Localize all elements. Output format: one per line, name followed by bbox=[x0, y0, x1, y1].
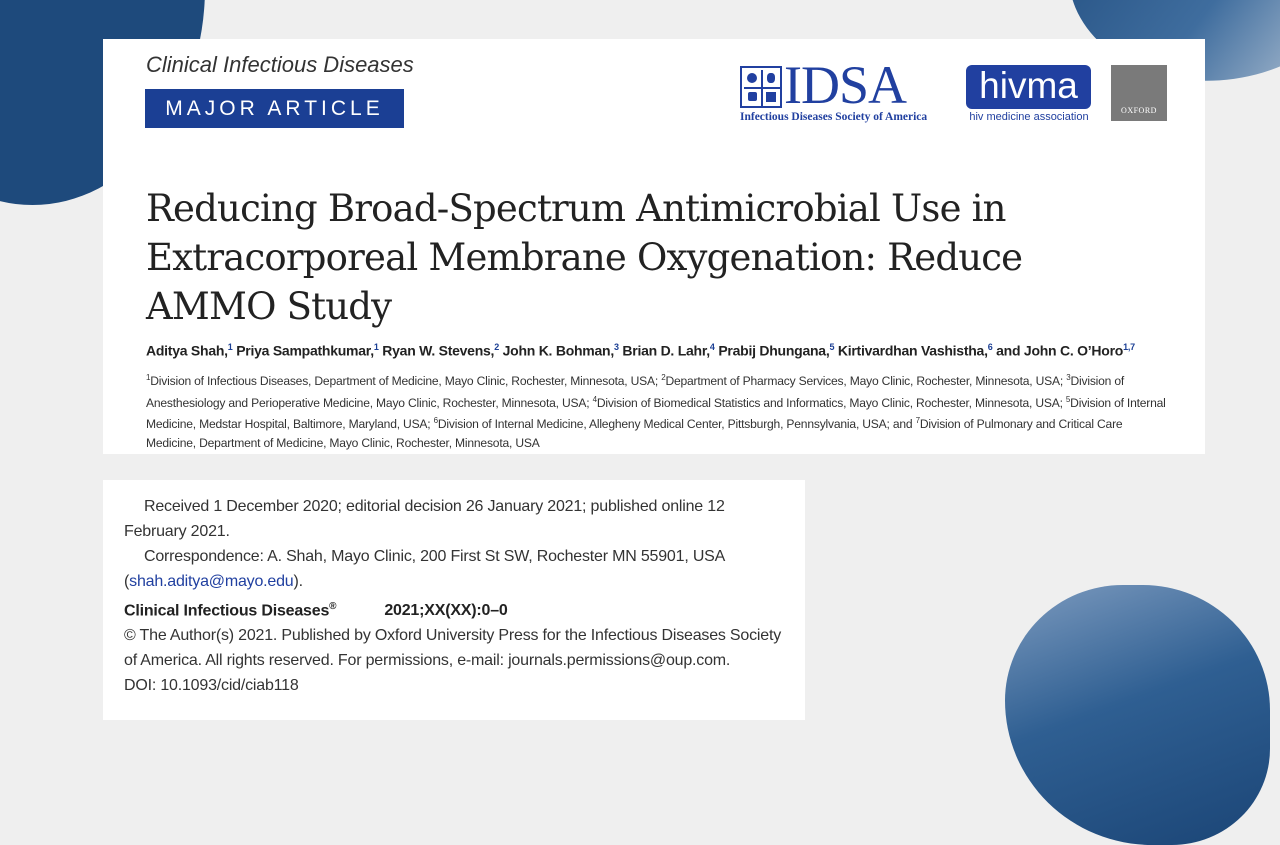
idsa-subtitle: Infectious Diseases Society of America bbox=[740, 111, 928, 123]
affiliation-mark: 7 bbox=[915, 416, 920, 426]
author-name: Prabij Dhungana, bbox=[718, 342, 830, 359]
author-name: Brian D. Lahr, bbox=[622, 342, 710, 359]
article-info bbox=[124, 494, 790, 698]
author-affiliation-mark: 5 bbox=[829, 342, 835, 352]
author-name: and John C. O’Horo bbox=[996, 342, 1124, 359]
affiliation-text: Division of Biomedical Statistics and Informatics, Mayo Clinic, Rochester, Minnesota, USA; bbox=[596, 395, 1066, 410]
idsa-wordmark: IDSA bbox=[784, 55, 907, 115]
author-affiliation-mark: 6 bbox=[987, 342, 993, 352]
citation-line bbox=[124, 594, 790, 623]
author-affiliation-mark: 1 bbox=[227, 342, 233, 352]
affiliation-text: Division of Anesthesiology and Perioperative Medicine, Mayo Clinic, Rochester, Minnesota, USA; bbox=[146, 374, 1125, 410]
idsa-emblem-icon bbox=[740, 66, 782, 108]
author-affiliation-mark: 2 bbox=[494, 342, 499, 352]
affiliations bbox=[146, 369, 1166, 452]
author-affiliation-mark: 1,7 bbox=[1123, 342, 1135, 352]
correspondence bbox=[124, 544, 790, 594]
hivma-wordmark: hivma bbox=[966, 65, 1091, 109]
affiliation-mark: 3 bbox=[1066, 373, 1071, 382]
author-name: Kirtivardhan Vashistha, bbox=[837, 342, 988, 359]
author-affiliation-mark: 1 bbox=[373, 342, 379, 352]
affiliation-text: Department of Pharmacy Services, Mayo Clinic, Rochester, Minnesota, USA; bbox=[665, 374, 1067, 389]
title-line: Reducing Broad-Spectrum Antimicrobial Use in bbox=[146, 187, 1006, 230]
title-line: AMMO Study bbox=[146, 285, 392, 328]
author-name: Priya Sampathkumar, bbox=[236, 342, 374, 359]
article-title bbox=[146, 184, 1066, 331]
affiliation-mark: 1 bbox=[146, 373, 151, 382]
author-name: Ryan W. Stevens, bbox=[382, 342, 495, 359]
affiliation-text: Division of Internal Medicine, Allegheny Medical Center, Pittsburgh, Pennsylvania, USA; and bbox=[437, 417, 916, 432]
copyright-notice: © The Author(s) 2021. Published by Oxford University Press for the Infectious Diseases Society of America. All rights reserved. For permissions, e-mail: journals.permissions@oup.com. bbox=[124, 627, 782, 670]
author-affiliation-mark: 3 bbox=[613, 342, 619, 352]
doi: DOI: 10.1093/cid/ciab118 bbox=[124, 677, 299, 695]
affiliation-text: Division of Internal Medicine, Medstar Hospital, Baltimore, Maryland, USA; bbox=[146, 395, 1166, 432]
citation-journal: Clinical Infectious Diseases bbox=[124, 602, 330, 620]
journal-name: Clinical Infectious Diseases bbox=[146, 52, 414, 77]
hivma-subtitle: hiv medicine association bbox=[969, 111, 1089, 123]
idsa-logo bbox=[740, 55, 955, 124]
author-affiliation-mark: 4 bbox=[709, 342, 715, 352]
received-dates: Received 1 December 2020; editorial decision 26 January 2021; published online 12 February 2021. bbox=[124, 498, 725, 540]
author-list bbox=[146, 342, 1186, 359]
affiliation-mark: 2 bbox=[661, 373, 666, 382]
article-type-banner: MAJOR ARTICLE bbox=[145, 89, 404, 128]
hivma-logo bbox=[966, 65, 1092, 125]
correspondence-text: Correspondence: A. Shah, Mayo Clinic, 200 First St SW, Rochester MN 55901, USA ( bbox=[124, 548, 725, 590]
affiliation-mark: 5 bbox=[1065, 394, 1071, 404]
citation-volume: 2021;XX(XX):0–0 bbox=[384, 602, 508, 620]
correspondence-email-link[interactable]: shah.aditya@mayo.edu bbox=[129, 573, 294, 590]
affiliation-text: Division of Pulmonary and Critical Care Medicine, Department of Medicine, Mayo Clinic, Rochester, Minnesota, USA bbox=[146, 417, 1123, 450]
decorative-blob-bottom-right bbox=[1005, 585, 1270, 845]
title-line: Extracorporeal Membrane Oxygenation: Reduce bbox=[146, 236, 1023, 279]
author-name: Aditya Shah, bbox=[146, 342, 228, 359]
affiliation-mark: 6 bbox=[433, 416, 438, 426]
affiliation-mark: 4 bbox=[592, 394, 597, 404]
affiliation-text: Division of Infectious Diseases, Department of Medicine, Mayo Clinic, Rochester, Minnesota, USA; bbox=[150, 374, 662, 389]
oxford-logo: OXFORD bbox=[1111, 65, 1167, 121]
registered-mark: ® bbox=[329, 601, 337, 612]
correspondence-suffix: ). bbox=[293, 573, 303, 590]
author-name: John K. Bohman, bbox=[502, 342, 614, 359]
